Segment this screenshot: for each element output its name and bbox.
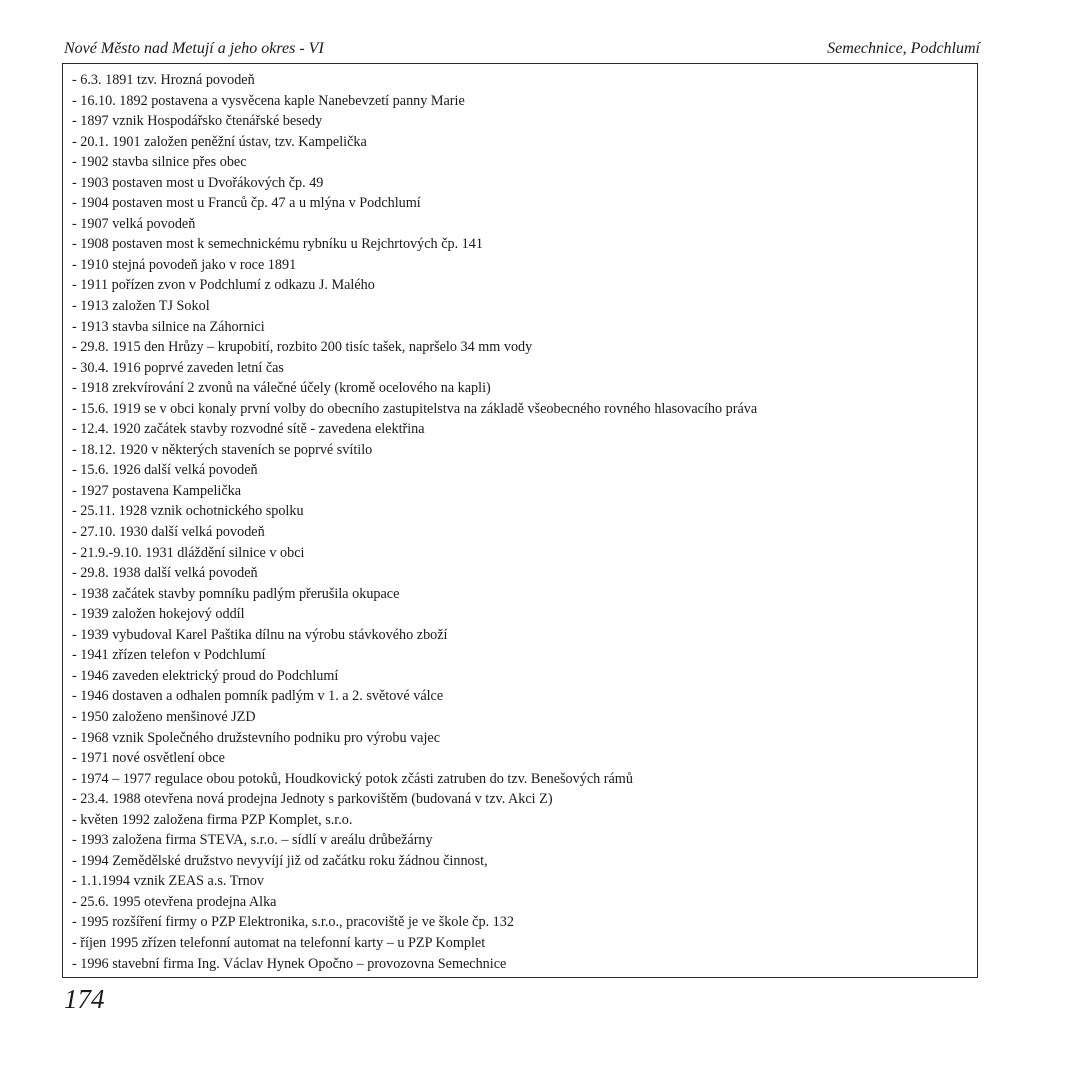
chronology-entry: - 12.4. 1920 začátek stavby rozvodné sítě - zavedena elektřina [72,421,425,438]
chronology-entry: - 1918 zrekvírování 2 zvonů na válečné účely (kromě ocelového na kapli) [72,380,491,397]
chronology-entry: - 6.3. 1891 tzv. Hrozná povodeň [72,72,255,88]
chronology-entry: - 1946 dostaven a odhalen pomník padlým v 1. a 2. světové válce [72,688,444,705]
chronology-entry: - 1913 založen TJ Sokol [72,298,210,315]
chronology-entry: - 1897 vznik Hospodářsko čtenářské besedy [72,113,323,130]
page-number: 174 [64,984,105,1014]
chronology-entry: - 1904 postaven most u Franců čp. 47 a u mlýna v Podchlumí [72,195,421,212]
chronology-entry: - 1927 postavena Kampelička [72,482,242,499]
chronology-entry: - 1993 založena firma STEVA, s.r.o. – sídlí v areálu drůbežárny [72,832,433,849]
chronology-entry: - 1946 zaveden elektrický proud do Podchlumí [72,667,339,684]
chronology-entry: - 1907 velká povodeň [72,215,196,232]
chronology-entry: - 1939 založen hokejový oddíl [72,606,245,623]
chronology-entry: - 16.10. 1892 postavena a vysvěcena kaple Nanebevzetí panny Marie [72,92,465,109]
chronology-list [72,70,757,974]
chronology-entry: - 1996 stavební firma Ing. Václav Hynek Opočno – provozovna Semechnice [72,955,507,972]
chronology-entry: - 1941 zřízen telefon v Podchlumí [72,647,266,664]
chronology-entry: - 27.10. 1930 další velká povodeň [72,524,265,541]
chronology-entry: - 1902 stavba silnice přes obec [72,154,247,171]
chronology-entry: - 21.9.-9.10. 1931 dláždění silnice v obci [72,544,305,561]
chronology-entry: - 30.4. 1916 poprvé zaveden letní čas [72,359,284,376]
chronology-entry: - 1908 postaven most k semechnickému rybníku u Rejchrtových čp. 141 [72,236,483,253]
chronology-entry: - 1.1.1994 vznik ZEAS a.s. Trnov [72,873,264,890]
chronology-entry: - 20.1. 1901 založen peněžní ústav, tzv. Kampelička [72,133,367,150]
chronology-entry: - říjen 1995 zřízen telefonní automat na telefonní karty – u PZP Komplet [72,934,486,951]
chronology-entry: - 15.6. 1926 další velká povodeň [72,462,258,479]
chronology-entry: - 1971 nové osvětlení obce [72,750,225,767]
chronology-entry: - 18.12. 1920 v některých staveních se poprvé svítilo [72,441,373,458]
chronology-entry: - 25.11. 1928 vznik ochotnického spolku [72,503,304,520]
chronology-entry: - 1911 pořízen zvon v Podchlumí z odkazu J. Malého [72,277,375,294]
chronology-entry: - 1903 postaven most u Dvořákových čp. 49 [72,174,324,191]
running-header [64,38,980,60]
chronology-box [62,63,978,978]
chronology-entry: - 1974 – 1977 regulace obou potoků, Houdkovický potok zčásti zatruben do tzv. Benešových rámů [72,770,633,787]
chronology-entry: - 1968 vznik Společného družstevního podniku pro výrobu vajec [72,729,441,746]
header-section-title: Semechnice, Podchlumí [827,40,980,57]
chronology-entry: - 1910 stejná povodeň jako v roce 1891 [72,256,297,273]
chronology-entry: - 15.6. 1919 se v obci konaly první volby do obecního zastupitelstva na základě všeobecného rovného hlasovacího práva [72,400,758,417]
chronology-entry: - 1938 začátek stavby pomníku padlým přerušila okupace [72,585,400,602]
header-publication-title: Nové Město nad Metují a jeho okres - VI [64,40,324,57]
chronology-entry: - 1995 rozšíření firmy o PZP Elektronika, s.r.o., pracoviště je ve škole čp. 132 [72,914,514,931]
chronology-entry: - 1994 Zemědělské družstvo nevyvíjí již od začátku roku žádnou činnost, [72,852,488,869]
chronology-entry: - 29.8. 1915 den Hrůzy – krupobití, rozbito 200 tisíc tašek, napršelo 34 mm vody [72,339,533,356]
chronology-entry: - 1913 stavba silnice na Záhornici [72,318,265,335]
chronology-entry: - 25.6. 1995 otevřena prodejna Alka [72,893,277,910]
chronology-entry: - 29.8. 1938 další velká povodeň [72,565,258,582]
chronology-entry: - 23.4. 1988 otevřena nová prodejna Jednoty s parkovištěm (budovaná v tzv. Akci Z) [72,791,553,808]
chronology-entry: - 1939 vybudoval Karel Paštika dílnu na výrobu stávkového zboží [72,626,448,643]
chronology-entry: - květen 1992 založena firma PZP Komplet, s.r.o. [72,811,353,828]
chronology-entry: - 1950 založeno menšinové JZD [72,708,256,725]
